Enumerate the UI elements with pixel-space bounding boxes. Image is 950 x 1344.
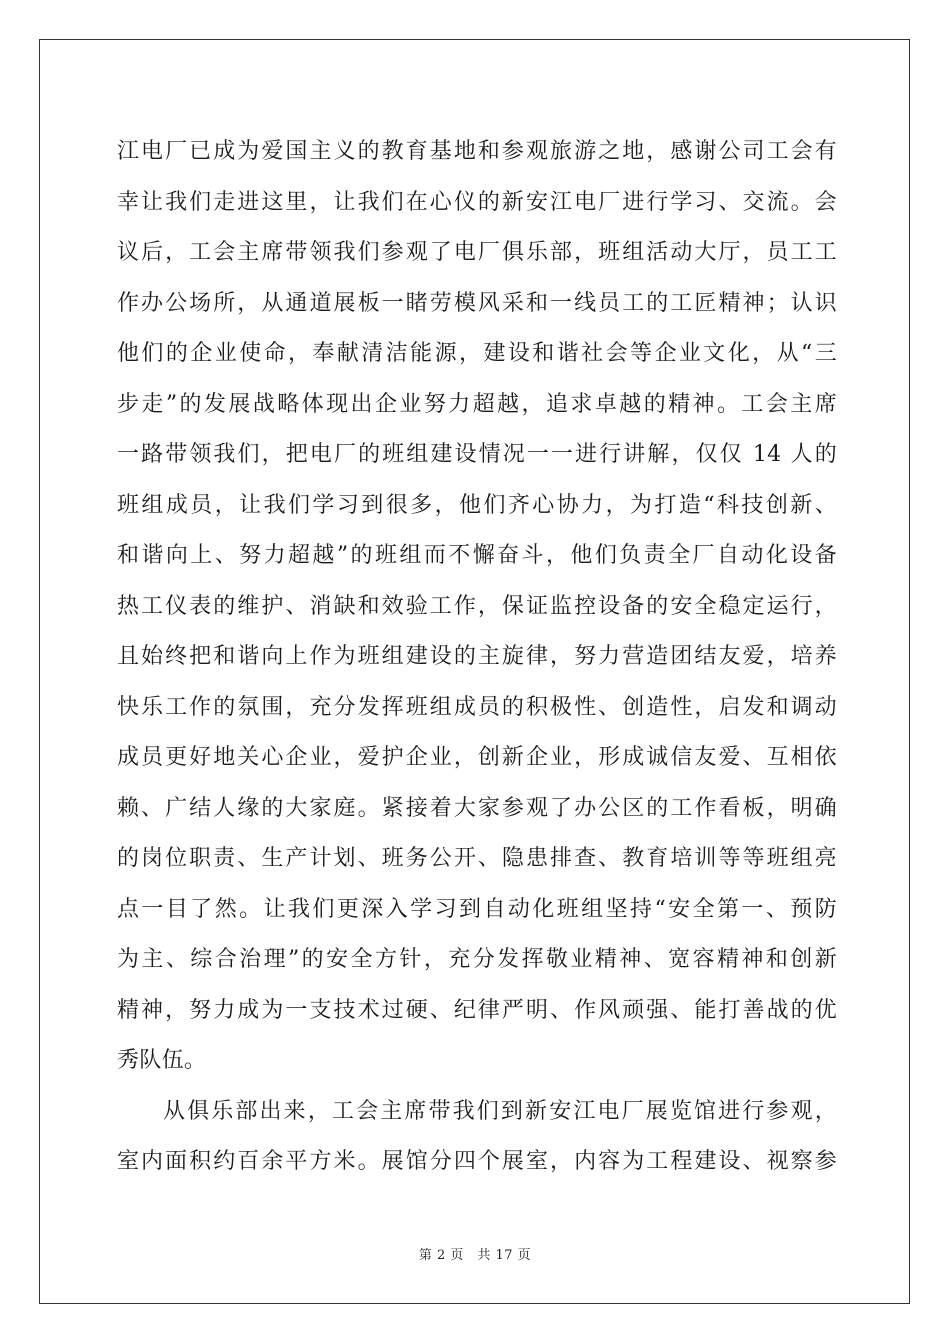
- text-line: 作办公场所，从通道展板一睹劳模风采和一线员工的工匠精神；认识: [117, 290, 837, 316]
- text-line: 秀队伍。: [117, 1048, 207, 1073]
- text-line: 步走”的发展战略体现出企业努力超越，追求卓越的精神。工会主席: [117, 391, 837, 417]
- text-line: 热工仪表的维护、消缺和效验工作，保证监控设备的安全稳定运行，: [117, 593, 837, 619]
- text-line: 且始终把和谐向上作为班组建设的主旋律，努力营造团结友爱，培养: [117, 644, 837, 669]
- document-body: [117, 127, 837, 1188]
- paragraph-1: [117, 127, 837, 1087]
- text-line: 他们的企业使命，奉献清洁能源，建设和谐社会等企业文化，从“三: [117, 341, 837, 366]
- text-line: 快乐工作的氛围，充分发挥班组成员的积极性、创造性，启发和调动: [117, 694, 837, 720]
- text-line: 赖、广结人缘的大家庭。紧接着大家参观了办公区的工作看板，明确: [117, 795, 837, 821]
- text-line: 一路带领我们，把电厂的班组建设情况一一进行讲解，仅仅 14 人的: [117, 442, 837, 467]
- text-line: 成员更好地关心企业，爱护企业，创新企业，形成诚信友爱、互相依: [117, 745, 837, 770]
- text-line: 和谐向上、努力超越”的班组而不懈奋斗，他们负责全厂自动化设备: [117, 543, 837, 568]
- text-line: 室内面积约百余平方米。展馆分四个展室，内容为工程建设、视察参: [117, 1149, 837, 1174]
- text-line: 为主、综合治理”的安全方针，充分发挥敬业精神、宽容精神和创新: [117, 947, 837, 972]
- text-line: 精神，努力成为一支技术过硬、纪律严明、作风顽强、能打善战的优: [117, 997, 837, 1023]
- paragraph-2: [117, 1087, 837, 1188]
- text-line: 幸让我们走进这里，让我们在心仪的新安江电厂进行学习、交流。会: [117, 189, 837, 215]
- page-number-footer: [0, 1244, 950, 1263]
- page-number-label: 第 2 页 共 17 页: [418, 1248, 532, 1263]
- text-line: 点一目了然。让我们更深入学习到自动化班组坚持“安全第一、预防: [117, 896, 837, 922]
- text-line: 从俱乐部出来，工会主席带我们到新安江电厂展览馆进行参观，: [163, 1098, 837, 1124]
- text-line: 江电厂已成为爱国主义的教育基地和参观旅游之地，感谢公司工会有: [117, 139, 837, 164]
- text-line: 议后，工会主席带领我们参观了电厂俱乐部，班组活动大厅，员工工: [117, 240, 837, 265]
- text-line: 的岗位职责、生产计划、班务公开、隐患排查、教育培训等等班组亮: [117, 846, 837, 871]
- text-line: 班组成员，让我们学习到很多，他们齐心协力，为打造“科技创新、: [117, 492, 837, 518]
